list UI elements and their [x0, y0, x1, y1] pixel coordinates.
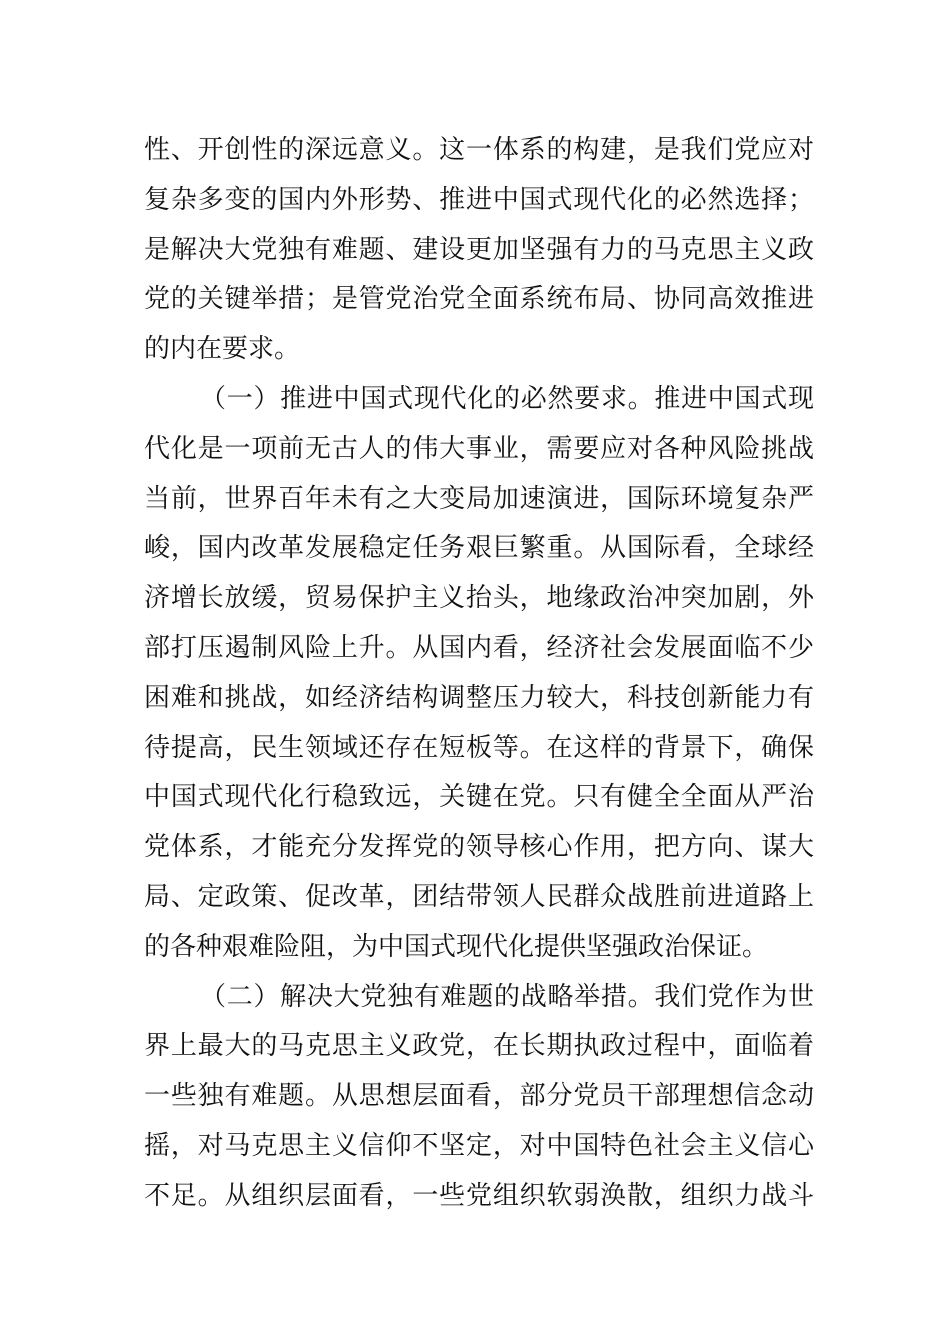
- text-line: 济增长放缓，贸易保护主义抬头，地缘政治冲突加剧，外: [144, 583, 814, 614]
- text-line: 是解决大党独有难题、建设更加坚强有力的马克思主义政: [144, 234, 814, 265]
- text-line: 局、定政策、促改革，团结带领人民群众战胜前进道路上: [144, 881, 814, 912]
- text-line: 当前，世界百年未有之大变局加速演进，国际环境复杂严: [144, 483, 814, 514]
- body-text: [144, 126, 814, 1222]
- text-line: 的内在要求。: [144, 334, 301, 365]
- text-line: 部打压遏制风险上升。从国内看，经济社会发展面临不少: [144, 632, 814, 663]
- section-heading-line: （二）解决大党独有难题的战略举措。我们党作为世: [200, 981, 814, 1012]
- text-line: 党的关键举措；是管党治党全面系统布局、协同高效推进: [144, 284, 814, 315]
- text-line: 中国式现代化行稳致远，关键在党。只有健全全面从严治: [144, 782, 814, 813]
- text-line: 界上最大的马克思主义政党，在长期执政过程中，面临着: [144, 1031, 814, 1062]
- text-line: 困难和挑战，如经济结构调整压力较大，科技创新能力有: [144, 682, 814, 713]
- text-line: 一些独有难题。从思想层面看，部分党员干部理想信念动: [144, 1081, 814, 1112]
- text-line: 待提高，民生领域还存在短板等。在这样的背景下，确保: [144, 732, 814, 763]
- text-line: 摇，对马克思主义信仰不坚定，对中国特色社会主义信心: [144, 1130, 814, 1161]
- section-heading-line: （一）推进中国式现代化的必然要求。推进中国式现: [200, 383, 814, 414]
- text-line: 峻，国内改革发展稳定任务艰巨繁重。从国际看，全球经: [144, 533, 814, 564]
- text-line: 复杂多变的国内外形势、推进中国式现代化的必然选择；: [144, 184, 814, 215]
- text-line: 党体系，才能充分发挥党的领导核心作用，把方向、谋大: [144, 832, 814, 863]
- text-line: 不足。从组织层面看，一些党组织软弱涣散，组织力战斗: [144, 1180, 814, 1211]
- paragraph-section-2: [144, 973, 814, 1222]
- text-line: 的各种艰难险阻，为中国式现代化提供坚强政治保证。: [144, 931, 769, 962]
- paragraph-intro: [144, 126, 814, 375]
- paragraph-section-1: [144, 375, 814, 973]
- text-line: 性、开创性的深远意义。这一体系的构建，是我们党应对: [144, 135, 814, 165]
- text-line: 代化是一项前无古人的伟大事业，需要应对各种风险挑战: [144, 433, 814, 464]
